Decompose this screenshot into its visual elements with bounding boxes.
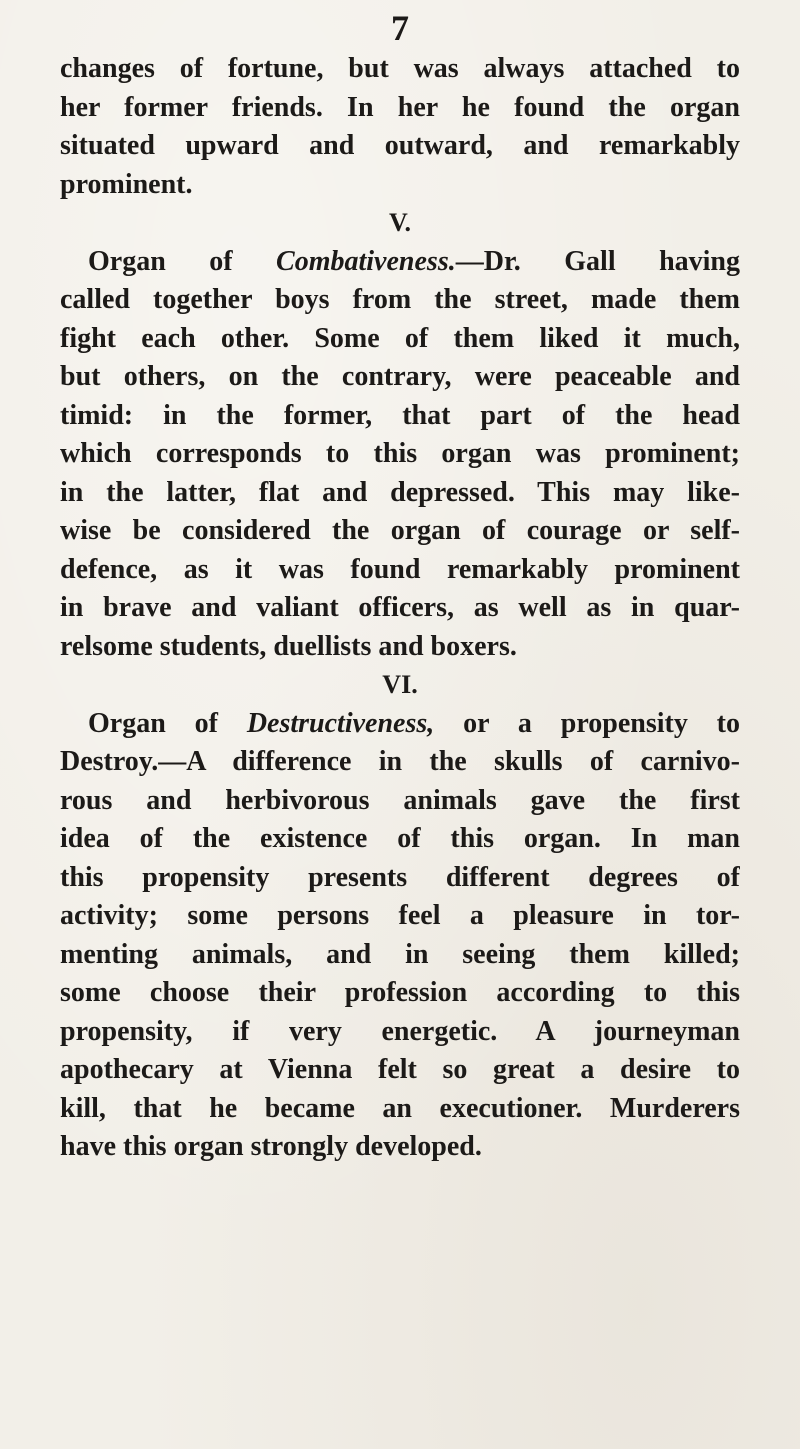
text-line: timid: in the former, that part of the head <box>60 399 740 431</box>
italic-term-destructiveness: Destructiveness, <box>246 707 435 739</box>
text-run: —Dr. Gall having <box>455 245 740 277</box>
text-line: have this organ strongly developed. <box>60 1131 482 1162</box>
text-line: wise be considered the organ of courage or self- <box>60 515 740 546</box>
text-run: Organ of <box>88 245 277 277</box>
text-line: idea of the existence of this organ. In man <box>60 823 740 854</box>
text-line: her former friends. In her he found the organ <box>60 91 740 123</box>
text-line <box>60 705 740 744</box>
italic-term-combativeness: Combativeness. <box>276 245 456 277</box>
text-run: Organ of <box>88 707 247 739</box>
text-line: apothecary at Vienna felt so great a desire to <box>60 1054 740 1085</box>
text-line: fight each other. Some of them liked it much, <box>60 322 740 354</box>
text-line: in the latter, flat and depressed. This may like- <box>60 476 740 508</box>
text-run: or a propensity to <box>434 707 740 739</box>
text-line: situated upward and outward, and remarkably <box>60 130 740 161</box>
text-line: menting animals, and in seeing them killed; <box>60 938 740 970</box>
text-line: but others, on the contrary, were peaceable and <box>60 361 740 392</box>
text-line: propensity, if very energetic. A journeyman <box>60 1015 740 1047</box>
text-line <box>60 243 740 282</box>
page-number: 7 <box>391 8 409 48</box>
text-line: kill, that he became an executioner. Murderers <box>60 1092 740 1124</box>
section-heading-vi: VI. <box>382 670 418 699</box>
text-line: in brave and valiant officers, as well as in quar- <box>60 592 740 623</box>
text-line: rous and herbivorous animals gave the first <box>60 784 740 816</box>
text-line: Destroy.—A difference in the skulls of carnivo- <box>60 746 740 777</box>
body-text <box>60 50 740 1167</box>
text-line: which corresponds to this organ was prominent; <box>60 438 740 469</box>
text-line: activity; some persons feel a pleasure in tor- <box>60 900 740 931</box>
text-line: this propensity presents different degrees of <box>60 861 740 893</box>
text-line: relsome students, duellists and boxers. <box>60 630 517 662</box>
text-line: changes of fortune, but was always attached to <box>60 53 740 84</box>
text-line: prominent. <box>60 168 193 200</box>
text-line: some choose their profession according to this <box>60 977 740 1008</box>
text-line: called together boys from the street, made them <box>60 284 740 315</box>
text-line: defence, as it was found remarkably prominent <box>60 553 740 585</box>
section-heading-v: V. <box>389 208 411 237</box>
